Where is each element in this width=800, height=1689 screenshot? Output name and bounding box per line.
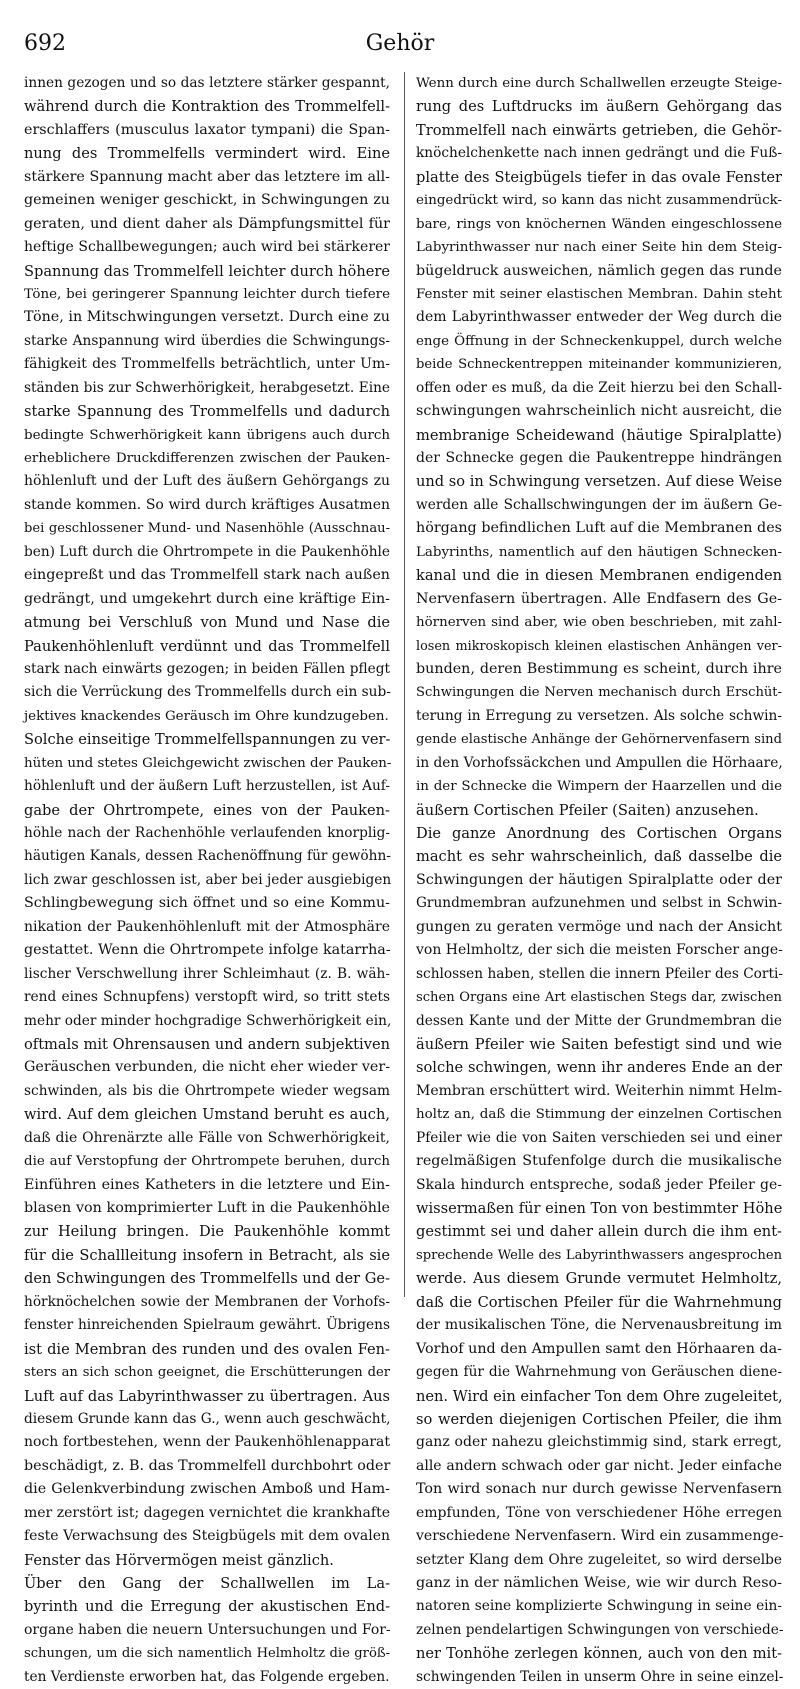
text-line: macht es sehr wahrscheinlich, daß dasselbe die — [416, 848, 782, 866]
text-line: rung des Luftdrucks im äußern Gehörgang das — [416, 98, 782, 116]
text-line: regelmäßigen Stufenfolge durch die musikalische — [416, 1153, 782, 1170]
text-line: äußern Cortischen Pfeiler (Saiten) anzusehen. — [416, 801, 759, 819]
text-line: der Schnecke gegen die Paukentreppe hindrängen — [416, 450, 782, 466]
text-line: ganz in der nämlichen Weise, wie wir durch Reso- — [416, 1575, 782, 1591]
text-line: daß die Cortischen Pfeiler für die Wahrnehmung — [416, 1293, 782, 1311]
text-line: losen mikroskopisch kleinen elastischen Anhängen ver- — [416, 638, 782, 654]
text-line: fähigkeit des Trommelfells beträchtlich, unter Um- — [24, 356, 390, 373]
text-line: Ton wird sonach nur durch gewisse Nervenfasern — [416, 1481, 782, 1498]
text-line: offen oder es muß, da die Zeit hierzu bei den Schall- — [416, 379, 782, 396]
text-line: während durch die Kontraktion des Trommelfell- — [24, 98, 390, 116]
text-line: starke Anspannung wird überdies die Schwingungs- — [24, 332, 390, 349]
text-line: in der Schnecke die Wimpern der Haarzellen und die — [416, 779, 782, 795]
page-number: 692 — [24, 31, 66, 56]
text-line: lischer Verschwellung ihrer Schleimhaut (z. B. wäh- — [24, 965, 390, 982]
text-line: höhlenluft und der Luft des äußern Gehörgangs zu — [24, 473, 390, 490]
text-line: bedingte Schwerhörigkeit kann übrigens auch durch — [24, 427, 390, 443]
text-line: Über den Gang der Schallwellen im La- — [24, 1575, 390, 1592]
left-column — [24, 72, 392, 1685]
text-line: gungen zu geraten vermöge und nach der Ansicht — [416, 918, 782, 935]
text-line: den Schwingungen des Trommelfells und der Ge- — [24, 1270, 390, 1288]
text-line: blasen von komprimierter Luft in die Paukenhöhle — [24, 1200, 390, 1216]
text-line: gegen für die Wahrnehmung von Geräuschen diene- — [416, 1364, 782, 1381]
text-line: beschädigt, z. B. das Trommelfell durchbohrt oder — [24, 1457, 391, 1474]
text-line: Töne, bei geringerer Spannung leichter durch tiefere — [24, 286, 390, 302]
text-line: alle andern schwach oder gar nicht. Jeder einfache — [416, 1457, 782, 1474]
text-line: erheblichere Druckdifferenzen zwischen der Pauken- — [24, 451, 390, 466]
running-head-title: Gehör — [365, 31, 435, 56]
text-line: Geräuschen verbunden, die nicht eher wieder ver- — [24, 1059, 391, 1076]
text-line: schlossen haben, stellen die innern Pfeiler des Corti- — [416, 965, 783, 982]
text-line: schwingenden Teilen in unserm Ohre in seine einzel- — [416, 1668, 784, 1685]
text-line: holtz an, daß die Stimmung der einzelnen Cortischen — [416, 1107, 782, 1123]
text-line: erschlaffers (musculus laxator tympani) die Span- — [24, 121, 390, 138]
text-line: setzter Klang dem Ohre zugeleitet, so wird derselbe — [416, 1551, 782, 1568]
page-header — [24, 30, 776, 60]
text-line: in den Vorhofssäckchen und Ampullen die Hörhaare, — [416, 754, 783, 771]
text-line: ganz oder nahezu gleichstimmig sind, stark erregt, — [416, 1434, 782, 1451]
text-line: gabe der Ohrtrompete, eines von der Pauken- — [24, 801, 390, 819]
text-line: die Gelenkverbindung zwischen Amboß und Ham- — [24, 1481, 390, 1498]
text-line: Schwingungen der häutigen Spiralplatte oder der — [416, 871, 782, 888]
text-line: wird. Auf dem gleichen Umstand beruht es auch, — [24, 1106, 390, 1124]
text-line: häutigen Kanals, dessen Rachenöffnung für gewöhn- — [24, 848, 391, 865]
text-line: dessen Kante und der Mitte der Grundmembran die — [416, 1012, 782, 1029]
text-line: Töne, in Mitschwingungen versetzt. Durch eine zu — [24, 309, 390, 326]
column-divider — [404, 72, 405, 1297]
text-line: gestattet. Wenn die Ohrtrompete infolge katarrha- — [24, 942, 391, 959]
text-line: sich die Verrückung des Trommelfells durch ein sub- — [24, 684, 391, 701]
text-line: höhle nach der Rachenhöhle verlaufenden knorplig- — [24, 825, 390, 841]
text-line: Labyrinthwasser nur nach einer Seite hin dem Steig- — [416, 240, 782, 256]
text-line: ständen bis zur Schwerhörigkeit, herabgesetzt. Eine — [24, 379, 390, 396]
text-line: hüten und stetes Gleichgewicht zwischen der Pauken- — [24, 755, 392, 771]
text-line: wissermaßen für einen Ton von bestimmter Höhe — [416, 1200, 783, 1217]
text-line: knöchelchenkette nach innen gedrängt und die Fuß- — [416, 145, 782, 162]
text-line: Paukenhöhlenluft verdünnt und das Trommelfell — [24, 637, 390, 655]
text-line: Die ganze Anordnung des Cortischen Organs — [416, 825, 782, 842]
text-line: stark nach einwärts gezogen; in beiden Fällen pflegt — [24, 660, 390, 677]
text-line: natoren seine komplizierte Schwingung in seine ein- — [416, 1598, 782, 1615]
text-line: bare, rings von knöchernen Wänden eingeschlossene — [416, 216, 782, 232]
right-column — [416, 72, 784, 1685]
text-line: daß die Ohrenärzte alle Fälle von Schwerhörigkeit, — [24, 1129, 390, 1146]
text-line: organe haben die neuern Untersuchungen und For- — [24, 1621, 391, 1638]
text-line: verschiedene Nervenfasern. Wird ein zusammenge- — [416, 1528, 784, 1545]
text-line: schen Organs eine Art elastischen Stegs dar, zwischen — [416, 990, 782, 1006]
text-columns — [24, 72, 784, 1685]
text-line: platte des Steigbügels tiefer in das ovale Fenster — [416, 168, 782, 186]
text-line: schungen, um die sich namentlich Helmholtz die größ- — [24, 1646, 390, 1662]
text-line: Fenster mit seiner elastischen Membran. Dahin steht — [416, 286, 782, 302]
text-line: werden alle Schallschwingungen der im äußern Ge- — [416, 496, 782, 513]
text-line: nen. Wird ein einfacher Ton dem Ohre zugeleitet, — [416, 1387, 783, 1405]
text-line: stande kommen. So wird durch kräftiges Ausatmen — [24, 496, 390, 513]
text-line: eingedrückt wird, so kann das nicht zusammendrück- — [416, 193, 782, 209]
text-line: diesem Grunde kann das G., wenn auch geschwächt, — [24, 1410, 391, 1427]
text-line: Einführen eines Katheters in die letztere und Ein- — [24, 1176, 390, 1193]
text-line: atmung bei Verschluß von Mund und Nase die — [24, 614, 390, 632]
text-line: der musikalischen Töne, die Nervenausbreitung im — [416, 1317, 782, 1334]
text-line: für die Schallleitung insofern in Betracht, als sie — [24, 1246, 390, 1264]
text-line: zur Heilung bringen. Die Paukenhöhle kommt — [24, 1223, 390, 1241]
text-line: dem Labyrinthwasser entweder der Weg durch die — [416, 309, 782, 326]
text-line: Luft auf das Labyrinthwasser zu übertragen. Aus — [24, 1387, 390, 1405]
text-line: rend eines Schnupfens) verstopft wird, so tritt stets — [24, 989, 390, 1006]
text-line: nikation der Paukenhöhlenluft mit der Atmosphäre — [24, 918, 390, 935]
text-line: hörknöchelchen sowie der Membranen der Vorhofs- — [24, 1293, 390, 1310]
text-line: membranige Scheidewand (häutige Spiralplatte) — [416, 426, 782, 444]
text-line: zelnen pendelartigen Schwingungen von verschiede- — [416, 1621, 784, 1638]
text-line: ben) Luft durch die Ohrtrompete in die Paukenhöhle — [24, 543, 390, 560]
text-line: werde. Aus diesem Grunde vermutet Helmholtz, — [416, 1270, 782, 1288]
text-line: ten Verdienste erworben hat, das Folgende ergeben. — [24, 1668, 390, 1685]
text-line: starke Spannung des Trommelfells und dadurch — [24, 403, 390, 421]
text-line: Fenster das Hörvermögen meist gänzlich. — [24, 1551, 334, 1569]
text-line: so werden diejenigen Cortischen Pfeiler, die ihm — [416, 1410, 782, 1428]
text-line: eingepreßt und das Trommelfell stark nach außen — [24, 567, 390, 584]
text-line: innen gezogen und so das letztere stärker gespannt, — [24, 75, 390, 91]
text-line: bügeldruck ausweichen, nämlich gegen das runde — [416, 262, 782, 279]
text-line: empfunden, Töne von verschiedener Höhe erregen — [416, 1504, 782, 1521]
text-line: sprechende Welle des Labyrinthwassers angesprochen — [416, 1247, 782, 1263]
text-line: Schlingbewegung sich öffnet und so eine Kommu- — [24, 895, 390, 912]
text-line: gende elastische Anhänge der Gehörnervenfasern sind — [416, 732, 782, 748]
text-line: ist die Membran des runden und des ovalen Fen- — [24, 1340, 390, 1358]
text-line: Schwingungen die Nerven mechanisch durch Erschüt- — [416, 685, 782, 701]
text-line: Vorhof und den Ampullen samt den Hörhaaren da- — [416, 1340, 782, 1357]
text-line: und so in Schwingung versetzen. Auf diese Weise — [416, 473, 783, 491]
text-line: fenster hinreichenden Spielraum gewährt. Übrigens — [24, 1317, 390, 1334]
text-line: kanal und die in diesen Membranen endigenden — [416, 567, 782, 585]
text-line: Wenn durch eine durch Schallwellen erzeugte Steige- — [416, 76, 782, 91]
text-line: Skala hindurch entspreche, sodaß jeder Pfeiler ge- — [416, 1176, 782, 1193]
text-line: mer zerstört ist; dagegen vernichtet die krankhafte — [24, 1504, 390, 1521]
text-line: mehr oder minder hochgradige Schwerhörigkeit ein, — [24, 1012, 392, 1029]
text-line: noch fortbestehen, wenn der Paukenhöhlenapparat — [24, 1434, 390, 1451]
text-line: Solche einseitige Trommelfellspannungen zu ver- — [24, 731, 391, 749]
text-line: die auf Verstopfung der Ohrtrompete beruhen, durch — [24, 1154, 390, 1170]
text-line: bei geschlossener Mund- und Nasenhöhle (Ausschnau- — [24, 521, 390, 537]
text-line: solche schwingen, wenn ihr anderes Ende an der — [416, 1059, 782, 1077]
text-line: höhlenluft und der äußern Luft herzustellen, ist Auf- — [24, 778, 390, 795]
text-line: oftmals mit Ohrensausen und andern subjektiven — [24, 1035, 390, 1053]
text-line: Membran erschüttert wird. Weiterhin nimmt Helm- — [416, 1082, 782, 1099]
text-line: gemeinen weniger geschickt, in Schwingungen zu — [24, 192, 390, 209]
text-line: ner Tonhöhe zerlegen können, auch von den mit- — [416, 1645, 782, 1663]
text-line: von Helmholtz, der sich die meisten Forscher ange- — [416, 942, 783, 959]
text-line: sters an sich schon geeignet, die Erschütterungen der — [24, 1365, 390, 1381]
text-line: Grundmembran aufzunehmen und selbst in Schwin- — [416, 895, 782, 912]
text-line: Trommelfell nach einwärts getrieben, die Gehör- — [416, 121, 782, 139]
text-line: schwinden, als bis die Ohrtrompete wieder wegsam — [24, 1082, 390, 1099]
text-line: Spannung das Trommelfell leichter durch höhere — [24, 262, 390, 280]
text-line: terung in Erregung zu versetzen. Als solche schwin- — [416, 707, 782, 724]
text-line: jektives knackendes Geräusch im Ohre kundzugeben. — [24, 708, 389, 724]
text-line: gedrängt, und umgekehrt durch eine kräftige Ein- — [24, 590, 390, 607]
text-line: Nervenfasern übertragen. Alle Endfasern des Ge- — [416, 590, 782, 607]
text-line: enge Öffnung in der Schneckenkuppel, durch welche — [416, 333, 782, 349]
text-line: lich zwar geschlossen ist, aber bei jeder ausgiebigen — [24, 871, 392, 888]
text-line: bunden, deren Bestimmung es scheint, durch ihre — [416, 660, 782, 677]
text-line: äußern Pfeiler wie Saiten befestigt sind und wie — [416, 1035, 782, 1053]
text-line: hörnerven sind aber, wie oben beschrieben, mit zahl- — [416, 615, 782, 631]
text-line: geraten, und dient daher als Dämpfungsmittel für — [24, 215, 390, 232]
text-line: nung des Trommelfells vermindert wird. Eine — [24, 145, 390, 163]
text-line: byrinth und die Erregung der akustischen End- — [24, 1598, 390, 1616]
text-line: schwingungen wahrscheinlich nicht ausreicht, die — [416, 403, 782, 420]
text-line: hörgang befindlichen Luft auf die Membranen des — [416, 520, 782, 537]
text-line: beide Schneckentreppen miteinander kommunizieren, — [416, 357, 782, 373]
text-line: stärkere Spannung macht aber das letztere im all- — [24, 168, 390, 185]
text-line: heftige Schallbewegungen; auch wird bei stärkerer — [24, 239, 390, 256]
text-line: feste Verwachsung des Steigbügels mit dem ovalen — [24, 1528, 390, 1545]
text-line: gestimmt sei und daher allein durch die ihm ent- — [416, 1223, 782, 1241]
text-line: Pfeiler wie die von Saiten verschieden sei und einer — [416, 1129, 782, 1146]
text-line: Labyrinths, namentlich auf den häutigen Schnecken- — [416, 544, 782, 560]
